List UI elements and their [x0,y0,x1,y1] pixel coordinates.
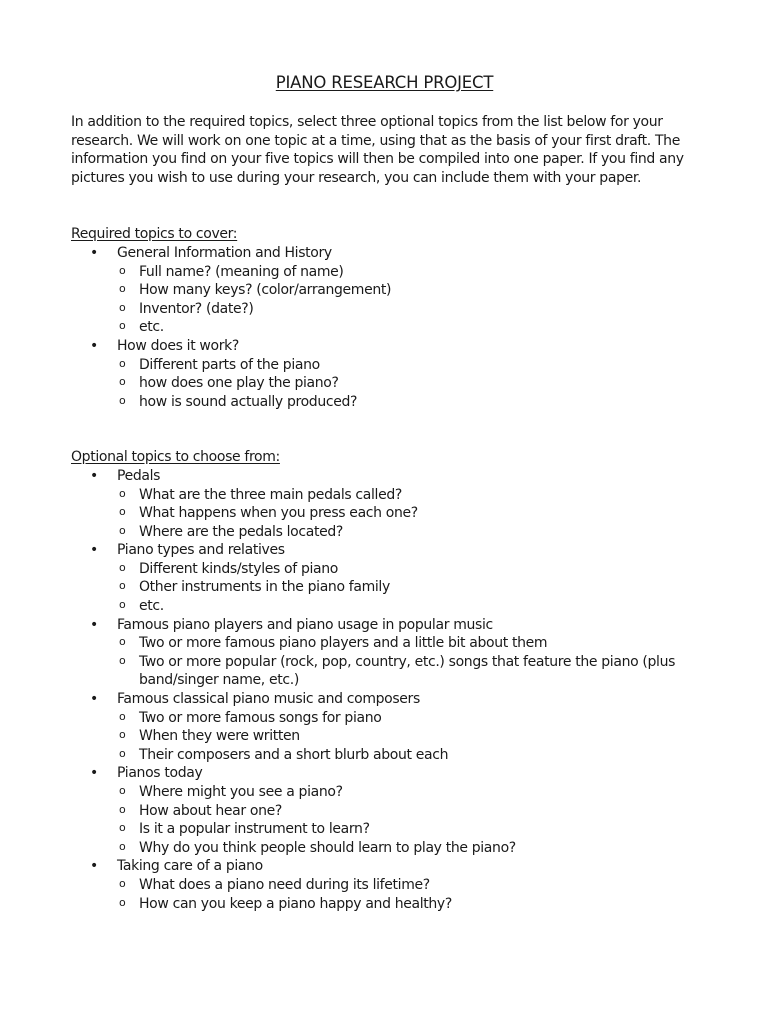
topic-label: General Information and History [117,244,332,261]
optional-topics-heading: Optional topics to choose from: [71,449,280,466]
subtopic-item: o Different parts of the piano [117,356,698,375]
subtopic-item: o Where are the pedals located? [117,523,698,542]
topic-label: How does it work? [117,337,239,354]
required-topics-heading: Required topics to cover: [71,226,238,243]
subtopic-item: o how does one play the piano? [117,374,698,393]
subtopic-item: o Where might you see a piano? [117,783,698,802]
subtopic-item: o Full name? (meaning of name) [117,263,698,282]
subtopic-list [117,783,698,857]
topic-label: Taking care of a piano [117,858,263,875]
subtopic-item: o etc. [117,597,698,616]
subtopic-item: o What happens when you press each one? [117,504,698,523]
required-topics-list [71,244,698,411]
optional-topics-list [71,467,698,913]
topic-item [71,764,698,857]
subtopic-list [117,356,698,412]
document-title: PIANO RESEARCH PROJECT [275,73,494,92]
subtopic-item: o Is it a popular instrument to learn? [117,820,698,839]
subtopic-list [117,634,698,690]
topic-item [71,244,698,337]
subtopic-list [117,709,698,765]
subtopic-list [117,876,698,913]
topic-label: Pianos today [117,765,203,782]
subtopic-item: o How many keys? (color/arrangement) [117,281,698,300]
topic-item [71,616,698,690]
section-spacer [71,411,698,448]
topic-item [71,541,698,615]
subtopic-item: o etc. [117,318,698,337]
subtopic-item: o How can you keep a piano happy and healthy? [117,895,698,914]
subtopic-list [117,263,698,337]
subtopic-item: o Their composers and a short blurb about each [117,746,698,765]
subtopic-item: o Two or more famous piano players and a little bit about them [117,634,698,653]
subtopic-item: o Other instruments in the piano family [117,578,698,597]
subtopic-list [117,486,698,542]
topic-item [71,467,698,541]
subtopic-item: o How about hear one? [117,802,698,821]
intro-paragraph: In addition to the required topics, select three optional topics from the list below for your research. We will work on one topic at a time, using that as the basis of your first draft. The information you find on your five topics will then be compiled into one paper. If you find any pictures you wish to use during your research, you can include them with your paper. [71,114,684,186]
subtopic-item: o Inventor? (date?) [117,300,698,319]
topic-label: Famous classical piano music and composers [117,691,420,708]
subtopic-list [117,560,698,616]
subtopic-item: o What are the three main pedals called? [117,486,698,505]
topic-label: Famous piano players and piano usage in popular music [117,616,493,633]
subtopic-item: o What does a piano need during its lifetime? [117,876,698,895]
subtopic-item: o how is sound actually produced? [117,393,698,412]
subtopic-item: o When they were written [117,727,698,746]
subtopic-item: o Why do you think people should learn to play the piano? [117,839,698,858]
topic-item [71,337,698,411]
topic-item [71,857,698,913]
topic-label: Piano types and relatives [117,542,285,559]
subtopic-item: o Different kinds/styles of piano [117,560,698,579]
topic-label: Pedals [117,467,161,484]
subtopic-item: o Two or more famous songs for piano [117,709,698,728]
topic-item [71,690,698,764]
subtopic-item: o Two or more popular (rock, pop, country, etc.) songs that feature the piano (plus band/singer name, etc.) [117,653,698,690]
